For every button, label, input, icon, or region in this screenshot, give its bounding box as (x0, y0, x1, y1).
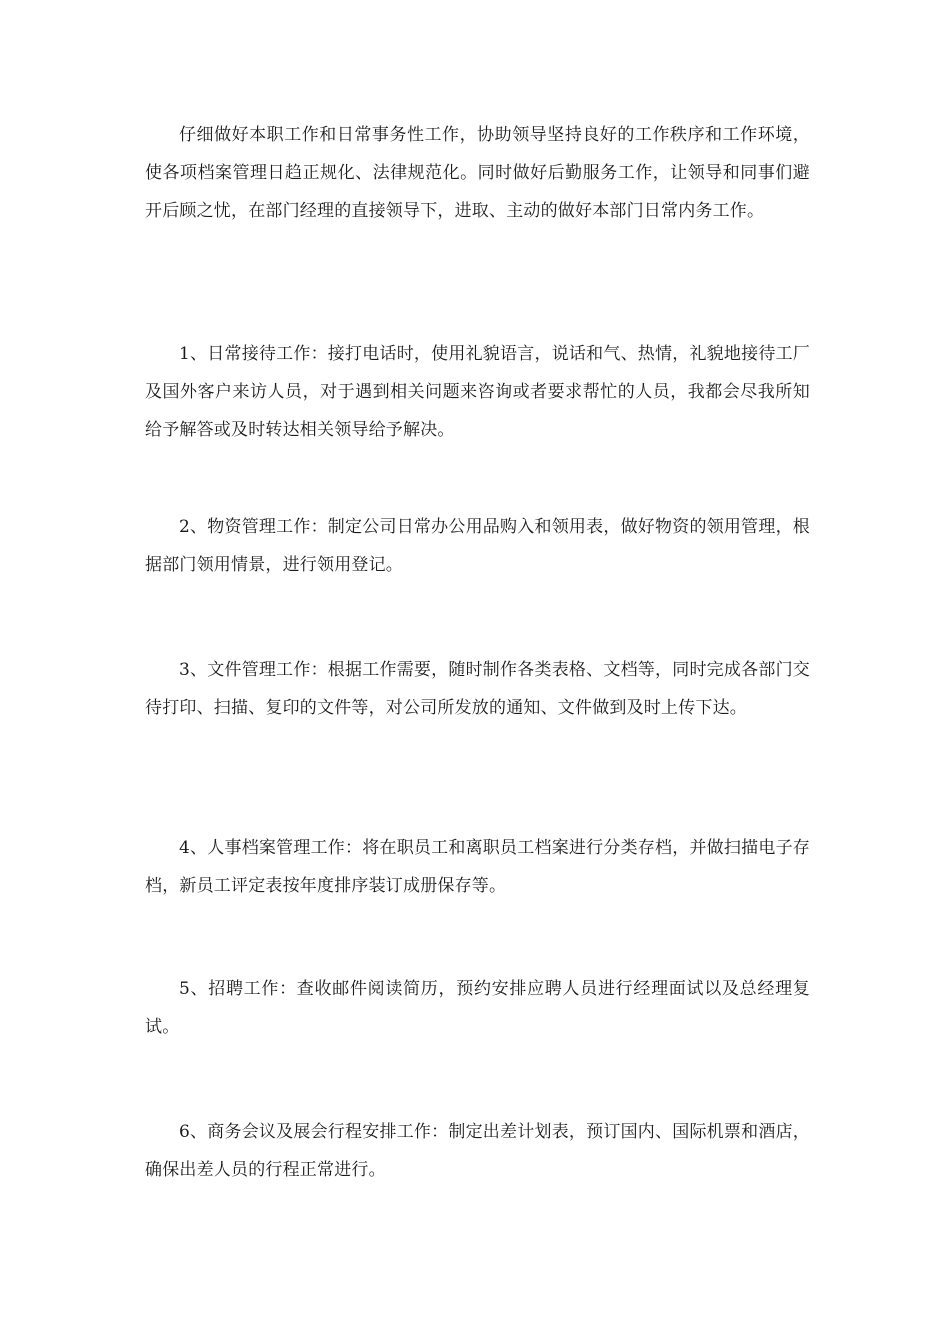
intro-paragraph: 仔细做好本职工作和日常事务性工作，协助领导坚持良好的工作秩序和工作环境，使各项档案管理日趋正规化、法律规范化。同时做好后勤服务工作，让领导和同事们避开后顾之忧，在部门经理的直接领导下，进取、主动的做好本部门日常内务工作。 (145, 125, 810, 221)
item-documents-paragraph: 3、文件管理工作：根据工作需要，随时制作各类表格、文档等，同时完成各部门交待打印、扫描、复印的文件等，对公司所发放的通知、文件做到及时上传下达。 (145, 660, 810, 718)
item-business-trips-paragraph: 6、商务会议及展会行程安排工作：制定出差计划表，预订国内、国际机票和酒店，确保出差人员的行程正常进行。 (145, 1122, 810, 1180)
item-reception-paragraph: 1、日常接待工作：接打电话时，使用礼貌语言，说话和气、热情，礼貌地接待工厂及国外客户来访人员，对于遇到相关问题来咨询或者要求帮忙的人员，我都会尽我所知给予解答或及时转达相关领导给予解决。 (145, 344, 810, 440)
item-recruitment-paragraph: 5、招聘工作：查收邮件阅读简历，预约安排应聘人员进行经理面试以及总经理复试。 (145, 979, 810, 1037)
item-personnel-files-paragraph: 4、人事档案管理工作：将在职员工和离职员工档案进行分类存档，并做扫描电子存档，新员工评定表按年度排序装订成册保存等。 (145, 838, 810, 896)
item-materials-paragraph: 2、物资管理工作：制定公司日常办公用品购入和领用表，做好物资的领用管理，根据部门领用情景，进行领用登记。 (145, 517, 810, 575)
